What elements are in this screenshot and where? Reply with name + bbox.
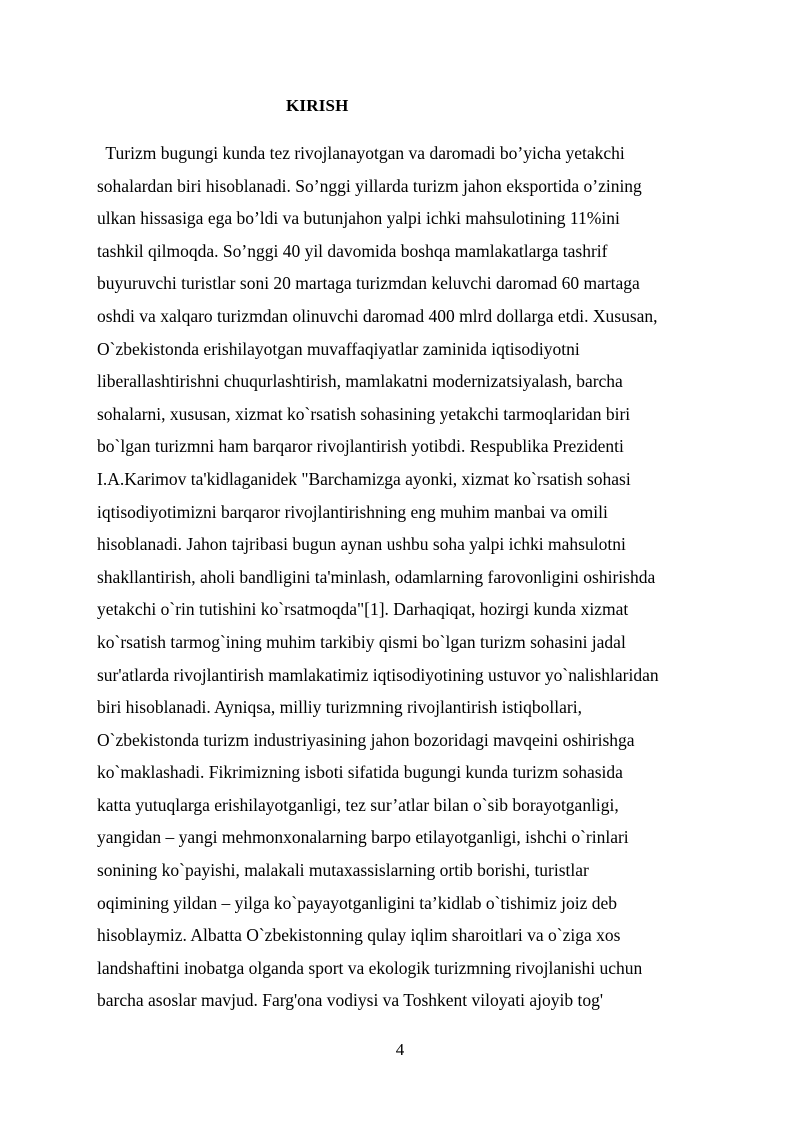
text-line: buyuruvchi turistlar soni 20 martaga turizmdan keluvchi daromad 60 martaga (97, 273, 640, 294)
text-line: O`zbekistonda turizm industriyasining jahon bozoridagi mavqeini oshirishga (97, 729, 635, 750)
page-number: 4 (395, 1040, 405, 1059)
text-line: sur'atlarda rivojlantirish mamlakatimiz iqtisodiyotining ustuvor yo`nalishlaridan (97, 664, 659, 685)
text-line: ko`maklashadi. Fikrimizning isboti sifatida bugungi kunda turizm sohasida (97, 762, 623, 783)
text-line: tashkil qilmoqda. So’nggi 40 yil davomida boshqa mamlakatlarga tashrif (97, 240, 608, 261)
text-line: hisoblanadi. Jahon tajribasi bugun aynan ushbu soha yalpi ichki mahsulotni (97, 534, 626, 555)
text-line: shakllantirish, aholi bandligini ta'minlash, odamlarning farovonligini oshirishda (97, 566, 656, 587)
page-title: KIRISH (286, 96, 349, 115)
body-paragraph (97, 137, 737, 1017)
text-line: hisoblaymiz. Albatta O`zbekistonning qulay iqlim sharoitlari va o`ziga xos (97, 925, 621, 946)
text-line: oqimining yildan – yilga ko`payayotganligini ta’kidlab o`tishimiz joiz deb (97, 892, 618, 913)
text-line: sonining ko`payishi, malakali mutaxassislarning ortib borishi, turistlar (97, 860, 589, 881)
text-line: biri hisoblanadi. Ayniqsa, milliy turizmning rivojlantirish istiqbollari, (97, 697, 582, 718)
text-line: sohalardan biri hisoblanadi. So’nggi yillarda turizm jahon eksportida o’zining (97, 175, 642, 196)
text-line: sohalarni, xususan, xizmat ko`rsatish sohasining yetakchi tarmoqlaridan biri (97, 403, 631, 424)
text-line: landshaftini inobatga olganda sport va ekologik turizmning rivojlanishi uchun (97, 957, 643, 978)
text-line: Turizm bugungi kunda tez rivojlanayotgan va daromadi bo’yicha yetakchi (97, 143, 625, 163)
text-line: yangidan – yangi mehmonxonalarning barpo etilayotganligi, ishchi o`rinlari (97, 827, 629, 848)
text-line: ko`rsatish tarmog`ining muhim tarkibiy qismi bo`lgan turizm sohasini jadal (97, 631, 626, 652)
text-line: barcha asoslar mavjud. Farg'ona vodiysi va Toshkent viloyati ajoyib tog' (97, 990, 604, 1011)
text-line: ulkan hissasiga ega bo’ldi va butunjahon yalpi ichki mahsulotining 11%ini (97, 208, 620, 229)
text-line: iqtisodiyotimizni barqaror rivojlantirishning eng muhim manbai va omili (97, 501, 608, 522)
text-line: bo`lgan turizmni ham barqaror rivojlantirish yotibdi. Respublika Prezidenti (97, 436, 624, 457)
text-line: yetakchi o`rin tutishini ko`rsatmoqda"[1]. Darhaqiqat, hozirgi kunda xizmat (97, 599, 629, 620)
text-line: liberallashtirishni chuqurlashtirish, mamlakatni modernizatsiyalash, barcha (97, 371, 623, 392)
text-line: I.A.Karimov ta'kidlaganidek "Barchamizga ayonki, xizmat ko`rsatish sohasi (97, 468, 631, 489)
text-line: O`zbekistonda erishilayotgan muvaffaqiyatlar zaminida iqtisodiyotni (97, 338, 580, 359)
text-line: oshdi va xalqaro turizmdan olinuvchi daromad 400 mlrd dollarga etdi. Xususan, (97, 305, 658, 326)
text-line: katta yutuqlarga erishilayotganligi, tez sur’atlar bilan o`sib borayotganligi, (97, 794, 619, 815)
